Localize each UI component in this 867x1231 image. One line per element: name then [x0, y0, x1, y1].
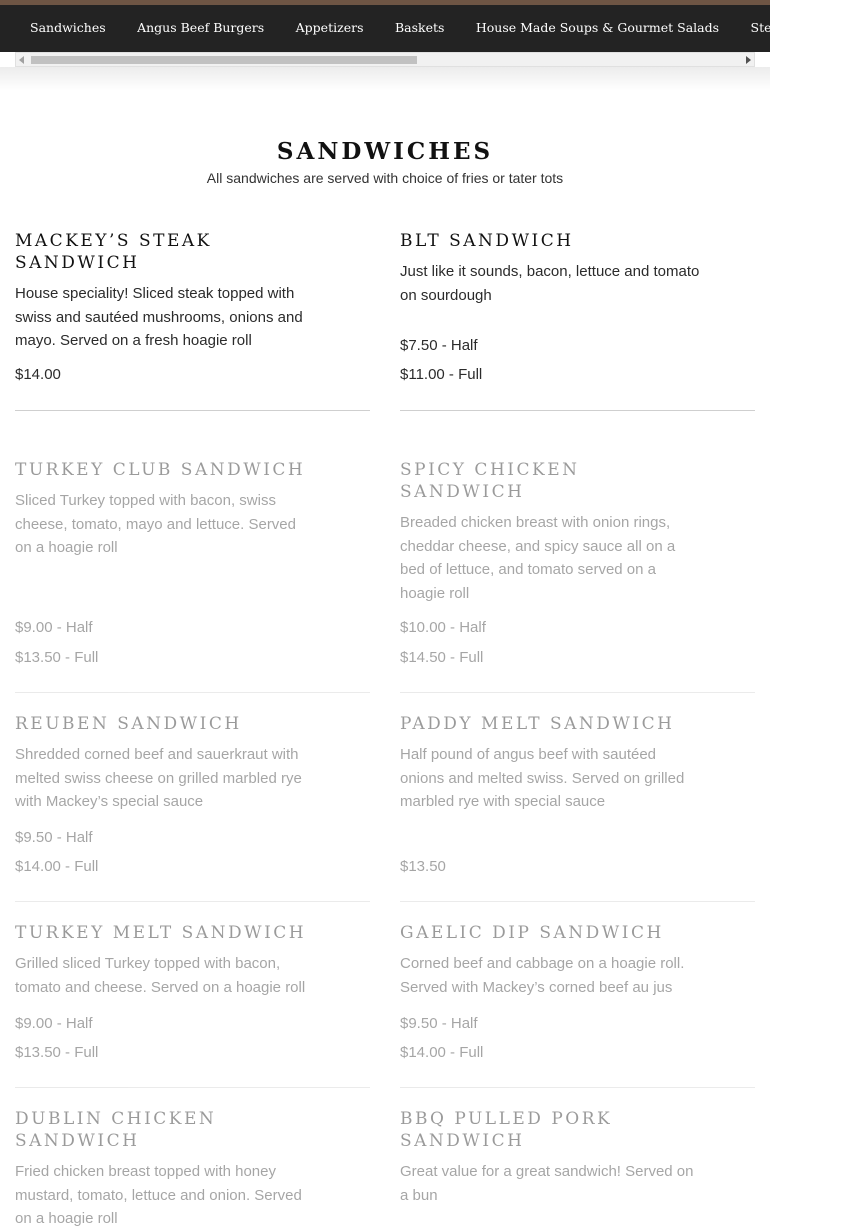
menu-item-price-full: $14.00 - Full [400, 1044, 484, 1061]
menu-item-price-half: $9.00 - Half [15, 1015, 93, 1032]
section-title: SANDWICHES [276, 138, 494, 165]
menu-item-description: Corned beef and cabbage on a hoagie roll. Served with Mackey’s corned beef au jus [400, 955, 685, 996]
item-divider [400, 410, 755, 411]
item-divider [15, 692, 370, 693]
menu-item [15, 230, 370, 411]
scroll-left-arrow-icon[interactable] [19, 56, 24, 64]
item-divider [15, 410, 370, 411]
item-divider [15, 1087, 370, 1088]
nav-item-soups-salads[interactable]: House Made Soups & Gourmet Salads [475, 20, 720, 35]
menu-item-description: Fried chicken breast topped with honey mustard, tomato, lettuce and onion. Served on a hoagie roll [15, 1163, 302, 1227]
item-divider [400, 1087, 755, 1088]
section-subtitle: All sandwiches are served with choice of fries or tater tots [206, 170, 564, 186]
menu-item-name: TURKEY CLUB SANDWICH [15, 460, 306, 480]
nav-item-angus-beef-burgers[interactable]: Angus Beef Burgers [137, 20, 265, 35]
menu-item-name: BLT SANDWICH [400, 231, 574, 251]
nav-item-baskets[interactable]: Baskets [394, 20, 445, 35]
menu-item-price-half: $9.50 - Half [15, 829, 93, 846]
menu-item-price-half: $10.00 - Half [400, 619, 486, 636]
menu-item-description: Just like it sounds, bacon, lettuce and tomato on sourdough [400, 263, 700, 304]
category-nav [30, 19, 867, 37]
item-divider [400, 692, 755, 693]
menu-item-description: Half pound of angus beef with sautéed onions and melted swiss. Served on grilled marbled rye with special sauce [400, 746, 685, 810]
menu-item [400, 922, 755, 1088]
menu-item-price-full: $14.00 - Full [15, 858, 99, 875]
menu-item-description: Grilled sliced Turkey topped with bacon, tomato and cheese. Served on a hoagie roll [15, 955, 306, 996]
menu-item-name: DUBLIN CHICKEN SANDWICH [15, 1109, 217, 1151]
nav-item-sandwiches[interactable]: Sandwiches [30, 20, 106, 35]
menu-item-name: BBQ PULLED PORK SANDWICH [400, 1109, 613, 1151]
menu-item [15, 459, 370, 693]
nav-item-appetizers[interactable]: Appetizers [295, 20, 364, 35]
menu-item-name: TURKEY MELT SANDWICH [15, 923, 307, 943]
menu-item-description: Sliced Turkey topped with bacon, swiss cheese, tomato, mayo and lettuce. Served on a hoagie roll [15, 492, 296, 556]
menu-item-price-full: $13.50 - Full [15, 1044, 99, 1061]
menu-item-description: Breaded chicken breast with onion rings, cheddar cheese, and spicy sauce all on a bed of lettuce, and tomato served on a hoagie roll [400, 514, 676, 602]
menu-item-description: Great value for a great sandwich! Served on a bun [400, 1163, 694, 1204]
nav-horizontal-scrollbar[interactable] [15, 52, 755, 67]
menu-item-price: $14.00 [15, 366, 61, 383]
menu-item-price-full: $13.50 - Full [15, 649, 99, 666]
menu-item-price-full: $11.00 - Full [400, 366, 483, 383]
menu-item-description: House speciality! Sliced steak topped with swiss and sautéed mushrooms, onions and mayo. Served on a fresh hoagie roll [15, 285, 303, 349]
menu-item-name: REUBEN SANDWICH [15, 714, 242, 734]
scroll-right-arrow-icon[interactable] [746, 56, 751, 64]
menu-item [400, 1108, 755, 1225]
menu-item-name: SPICY CHICKEN SANDWICH [400, 460, 580, 502]
menu-item [400, 459, 755, 693]
menu-item-description: Shredded corned beef and sauerkraut with melted swiss cheese on grilled marbled rye with Mackey’s special sauce [15, 746, 302, 810]
scrollbar-thumb[interactable] [31, 56, 417, 64]
nav-shadow [0, 67, 770, 91]
menu-item-name: GAELIC DIP SANDWICH [400, 923, 664, 943]
menu-item [15, 1108, 370, 1225]
item-divider [400, 901, 755, 902]
menu-item-name: PADDY MELT SANDWICH [400, 714, 675, 734]
menu-item-price-full: $14.50 - Full [400, 649, 484, 666]
menu-item [15, 922, 370, 1088]
category-nav-bar [0, 0, 841, 52]
nav-item-steaks-seafood[interactable]: Steaks & Seaf [750, 20, 841, 35]
menu-item-name: MACKEY’S STEAK SANDWICH [15, 231, 212, 273]
menu-item [400, 713, 755, 902]
menu-item-price-half: $9.00 - Half [15, 619, 93, 636]
menu-item-price-half: $9.50 - Half [400, 1015, 478, 1032]
menu-item [400, 230, 755, 411]
menu-item-price: $13.50 [400, 858, 446, 875]
item-divider [15, 901, 370, 902]
menu-item-price-half: $7.50 - Half [400, 337, 478, 354]
menu-item [15, 713, 370, 902]
